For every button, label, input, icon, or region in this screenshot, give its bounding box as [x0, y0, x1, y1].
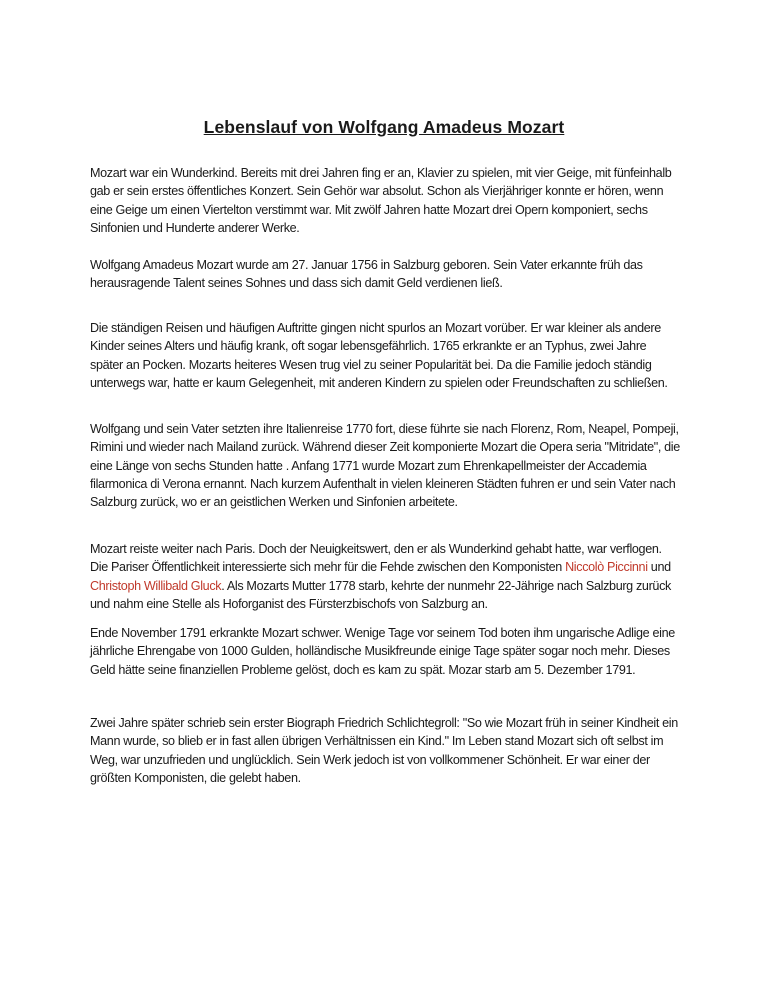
paragraph-1: Mozart war ein Wunderkind. Bereits mit drei Jahren fing er an, Klavier zu spielen, mit vier Geige, mit fünfeinhalb gab er sein erstes öffentliches Konzert. Sein Gehör war absolut. Schon als Vierjähriger konnte er hören, wenn eine Geige um einen Viertelton verstimmt war. Mit zwölf Jahren hatte Mozart drei Opern komponiert, sechs Sinfonien und Hunderte anderer Werke.: [90, 166, 672, 235]
paragraph-5-text-end: . Als Mozarts Mutter 1778 starb, kehrte der nunmehr 22-Jährige nach Salzburg zurück und nahm eine Stelle als Hoforganist des Fürsterzbischofs von Salzburg an.: [90, 578, 671, 611]
paragraph-4: Wolfgang und sein Vater setzten ihre Italienreise 1770 fort, diese führte sie nach Florenz, Rom, Neapel, Pompeji, Rimini und wieder nach Mailand zurück. Während dieser Zeit komponierte Mozart die Opera seria "Mitridate", die eine Länge von sechs Stunden hatte . Anfang 1771 wurde Mozart zum Ehrenkapellmeister der Accademia filarmonica di Verona ernannt. Nach kurzem Aufenthalt in vielen kleineren Städten fuhren er und sein Vater nach Salzburg zurück, wo er an geistlichen Werken und Sinfonien arbeitete.: [90, 422, 680, 510]
paragraph-5-text-start: Mozart reiste weiter nach Paris. Doch der Neuigkeitswert, den er als Wunderkind gehabt hatte, war verflogen. Die Pariser Öffentlichkeit interessierte sich mehr für die Fehde zwischen den Komponisten: [90, 542, 662, 575]
link-niccolo-piccinni[interactable]: Niccolò Piccinni: [565, 560, 648, 575]
paragraph-6: Ende November 1791 erkrankte Mozart schwer. Wenige Tage vor seinem Tod boten ihm ungarische Adlige eine jährliche Ehrengabe von 1000 Gulden, holländische Musikfreunde einige Tage später sogar noch mehr. Dieses Geld hätte seine finanziellen Probleme gelöst, doch es kam zu spät. Mozar starb am 5. Dezember 1791.: [90, 626, 675, 677]
paragraph-3: Die ständigen Reisen und häufigen Auftritte gingen nicht spurlos an Mozart vorüber. Er war kleiner als andere Kinder seines Alters und häufig krank, oft sogar lebensgefährlich. 1765 erkrankte er an Typhus, zwei Jahre später an Pocken. Mozarts heiteres Wesen trug viel zu seiner Popularität bei. Da die Familie jedoch ständig unterwegs war, hatte er kaum Gelegenheit, mit anderen Kindern zu spielen oder Freundschaften zu schließen.: [90, 321, 668, 390]
document-title: Lebenslauf von Wolfgang Amadeus Mozart: [203, 117, 565, 137]
paragraph-5-text-middle: und: [647, 560, 671, 575]
paragraph-5: [90, 540, 682, 613]
paragraph-7: Zwei Jahre später schrieb sein erster Biograph Friedrich Schlichtegroll: "So wie Mozart früh in seiner Kindheit ein Mann wurde, so blieb er in fast allen übrigen Verhältnissen ein Kind." Im Leben stand Mozart sich oft selbst im Weg, war unzufrieden und unglücklich. Sein Werk jedoch ist von vollkommener Schönheit. Er war einer der größten Komponisten, die gelebt haben.: [90, 716, 678, 785]
paragraph-2: Wolfgang Amadeus Mozart wurde am 27. Januar 1756 in Salzburg geboren. Sein Vater erkannte früh das herausragende Talent seines Sohnes und dass sich damit Geld verdienen ließ.: [90, 258, 643, 291]
link-christoph-willibald-gluck[interactable]: Christoph Willibald Gluck: [90, 578, 222, 593]
